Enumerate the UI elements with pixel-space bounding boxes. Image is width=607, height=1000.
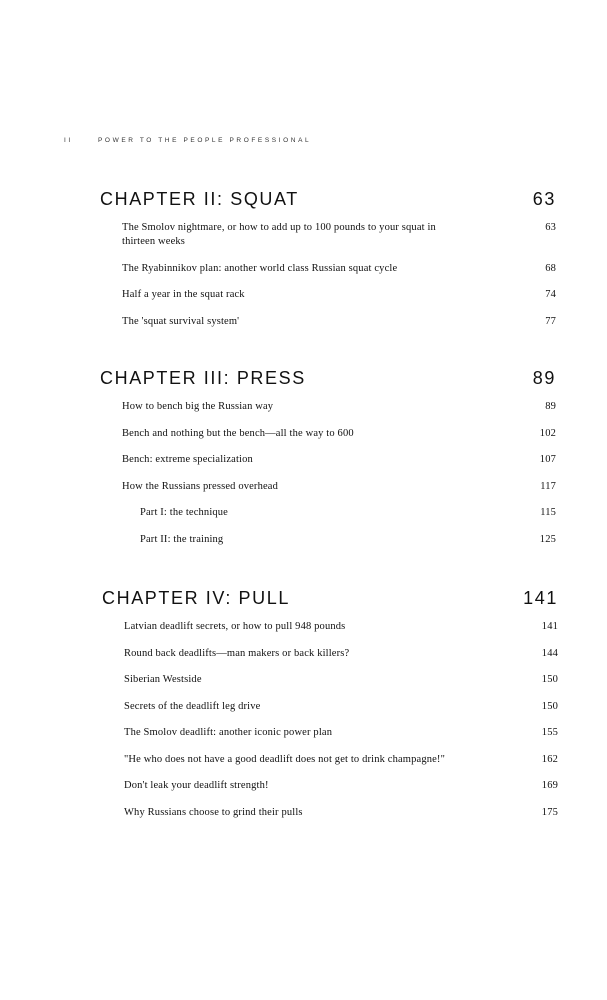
toc-entry-page: 77 — [545, 315, 556, 327]
toc-entry[interactable] — [100, 315, 556, 329]
toc-entry-page: 107 — [539, 454, 556, 465]
toc-entry-title: The Smolov deadlift: another iconic power plan — [124, 727, 333, 738]
toc-entry-title: Bench and nothing but the bench—all the way to 600 — [122, 427, 354, 439]
toc-entry-page: 175 — [541, 806, 558, 818]
toc-entry[interactable] — [100, 480, 556, 494]
toc-entry-page: 169 — [541, 780, 558, 791]
toc-entry-title: The Ryabinnikov plan: another world class Russian squat cycle — [122, 262, 398, 274]
toc-entry-page: 155 — [541, 727, 558, 738]
toc-entry-page: 63 — [545, 222, 556, 233]
chapter-title: CHAPTER III: PRESS — [100, 368, 306, 388]
toc-entry-title: Latvian deadlift secrets, or how to pull 948 pounds — [124, 621, 346, 632]
toc-entry-title: Round back deadlifts—man makers or back killers? — [124, 647, 350, 659]
chapter-page-number: 141 — [523, 588, 558, 608]
toc-entry-page: 89 — [545, 401, 556, 412]
toc-subentry[interactable] — [100, 506, 556, 520]
toc-entry-title: Don't leak your deadlift strength! — [124, 780, 269, 791]
toc-entry-title: Siberian Westside — [124, 674, 202, 685]
toc-entry-title: How the Russians pressed overhead — [122, 480, 279, 492]
toc-subentry[interactable] — [100, 533, 556, 547]
toc-entry-page: 150 — [541, 674, 558, 685]
toc-entry[interactable] — [102, 779, 558, 793]
toc-entry[interactable] — [102, 673, 558, 687]
running-header — [64, 137, 311, 144]
toc-entry-page: 117 — [540, 480, 556, 492]
toc-entry-title: Secrets of the deadlift leg drive — [124, 700, 261, 712]
toc-entry-title: How to bench big the Russian way — [122, 401, 274, 412]
toc-entry[interactable] — [102, 620, 558, 634]
chapter-title: CHAPTER II: SQUAT — [100, 189, 299, 209]
chapter-page-number: 89 — [532, 368, 556, 388]
toc-entry-page: 125 — [539, 533, 556, 545]
chapter-heading — [100, 189, 556, 211]
toc-entry-title: Bench: extreme specialization — [122, 454, 253, 465]
toc-entry[interactable] — [100, 453, 556, 467]
book-title: POWER TO THE PEOPLE PROFESSIONAL — [98, 137, 312, 144]
toc-entry-title: The 'squat survival system' — [122, 315, 240, 327]
toc-entry[interactable] — [100, 288, 556, 302]
chapter-title: CHAPTER IV: PULL — [102, 588, 290, 608]
toc-entry-page: 68 — [545, 262, 556, 274]
chapter-section-squat — [100, 189, 556, 341]
chapter-heading — [100, 368, 556, 390]
toc-entry-page: 141 — [541, 621, 558, 632]
toc-entry[interactable] — [102, 753, 558, 767]
toc-entry[interactable] — [102, 806, 558, 820]
toc-entry[interactable] — [102, 726, 558, 740]
toc-entry-title: Part II: the training — [140, 533, 224, 545]
page-number: II — [64, 137, 73, 144]
toc-entry[interactable] — [100, 400, 556, 414]
chapter-section-press — [100, 368, 556, 559]
toc-entry-page: 162 — [541, 753, 558, 765]
toc-entry[interactable] — [100, 221, 556, 249]
chapter-heading — [102, 588, 558, 610]
toc-entry-page: 115 — [540, 507, 556, 518]
chapter-page-number: 63 — [532, 189, 556, 209]
toc-entry[interactable] — [100, 262, 556, 276]
toc-entry-title: Half a year in the squat rack — [122, 289, 245, 300]
toc-entry[interactable] — [102, 700, 558, 714]
chapter-section-pull — [102, 588, 558, 832]
toc-entry-page: 150 — [541, 700, 558, 712]
toc-entry-title: "He who does not have a good deadlift does not get to drink champagne!" — [124, 753, 446, 765]
toc-entry-title: The Smolov nightmare, or how to add up to 100 pounds to your squat in thirteen weeks — [122, 222, 436, 247]
toc-entry[interactable] — [100, 427, 556, 441]
toc-entry-page: 144 — [541, 647, 558, 659]
toc-entry-page: 74 — [545, 289, 556, 300]
toc-entry[interactable] — [102, 647, 558, 661]
toc-entry-title: Part I: the technique — [140, 507, 228, 518]
toc-entry-page: 102 — [539, 427, 556, 439]
toc-entry-title: Why Russians choose to grind their pulls — [124, 806, 303, 818]
